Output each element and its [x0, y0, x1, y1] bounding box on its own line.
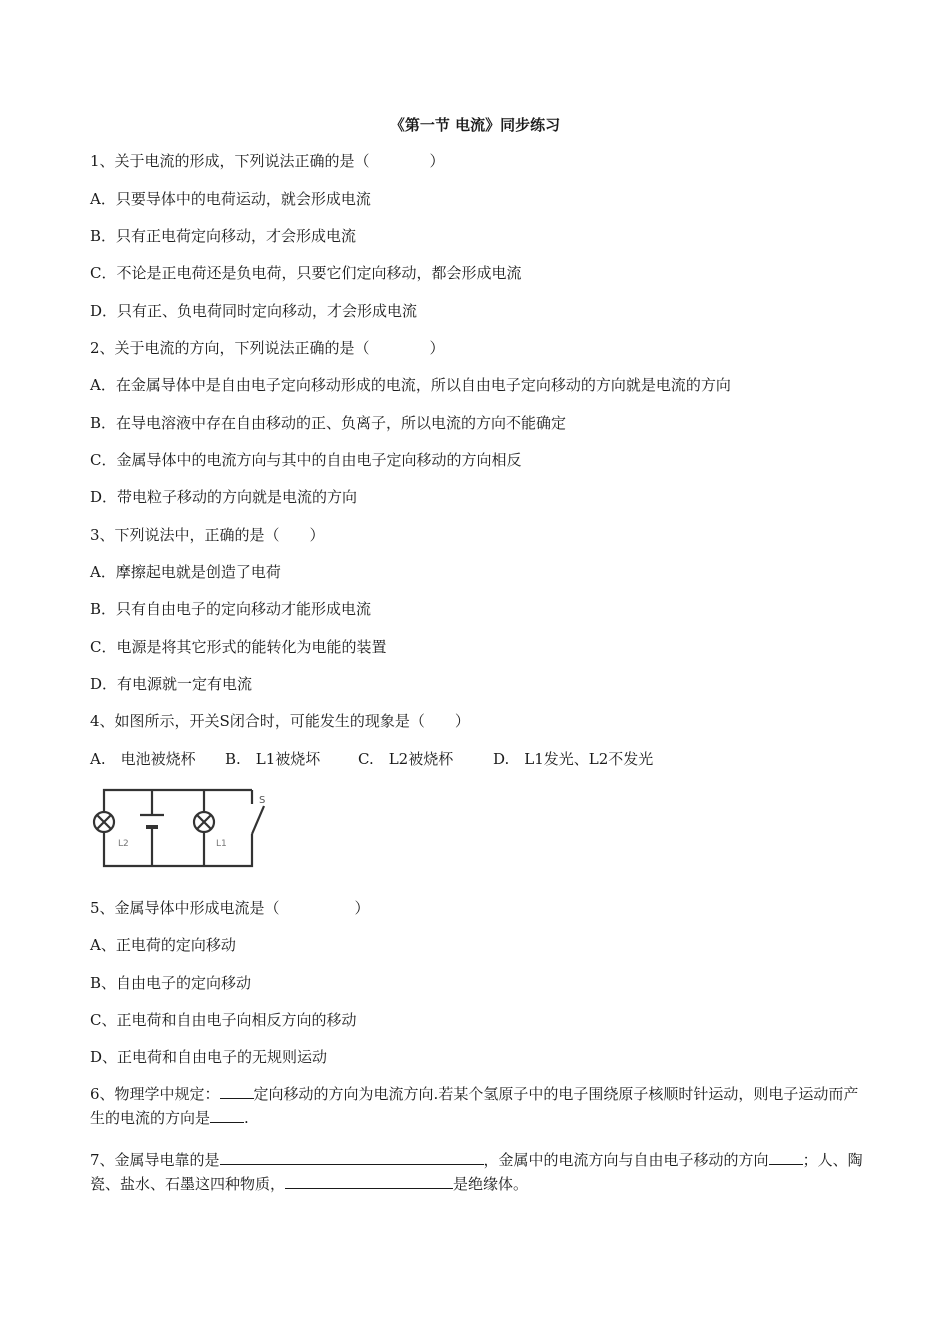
q6-part-3: .: [244, 1109, 249, 1127]
q2-option-c: C．金属导体中的电流方向与其中的自由电子定向移动的方向相反: [90, 451, 522, 469]
q2-option-a: A．在金属导体中是自由电子定向移动形成的电流，所以自由电子定向移动的方向就是电流的方向: [90, 376, 731, 394]
q6-part-1: 6、物理学中规定：: [90, 1085, 220, 1103]
q4-option-a: A. 电池被烧杯: [90, 750, 196, 768]
q7-part-4: 是绝缘体。: [453, 1175, 529, 1193]
q3-option-b: B．只有自由电子的定向移动才能形成电流: [90, 600, 372, 618]
switch-label: S: [259, 795, 266, 806]
q2-stem: 2、关于电流的方向，下列说法正确的是（ ）: [90, 339, 445, 357]
q7-part-3: ；人、陶瓷、盐水、石墨这四种物质，: [90, 1151, 863, 1193]
q2-option-b: B．在导电溶液中存在自由移动的正、负离子，所以电流的方向不能确定: [90, 414, 567, 432]
q5-option-a: A、正电荷的定向移动: [90, 936, 236, 954]
q5-option-d: D、正电荷和自由电子的无规则运动: [90, 1048, 328, 1066]
lamp-l1-symbol: [194, 812, 214, 832]
q4-option-d: D. L1发光、L2不发光: [493, 750, 654, 768]
circuit-diagram: [88, 782, 278, 874]
q4-options: [90, 749, 653, 769]
q7-part-2: ，金属中的电流方向与自由电子移动的方向: [483, 1151, 769, 1169]
q1-stem: 1、关于电流的形成，下列说法正确的是（ ）: [90, 152, 445, 170]
q6-text: [90, 1082, 870, 1130]
page-title: 《第一节 电流》同步练习: [389, 116, 561, 134]
q7-blank-3[interactable]: [285, 1173, 453, 1189]
q6-blank-2[interactable]: [210, 1107, 244, 1123]
q4-stem: 4、如图所示，开关S闭合时，可能发生的现象是（ ）: [90, 712, 470, 730]
q7-text: [90, 1148, 870, 1196]
q5-stem: 5、金属导体中形成电流是（ ）: [90, 899, 370, 917]
q1-option-c: C．不论是正电荷还是负电荷，只要它们定向移动，都会形成电流: [90, 264, 522, 282]
battery-symbol: [140, 815, 164, 827]
q1-option-b: B．只有正电荷定向移动，才会形成电流: [90, 227, 357, 245]
q1-option-d: D．只有正、负电荷同时定向移动，才会形成电流: [90, 302, 418, 320]
q7-part-1: 7、金属导电靠的是: [90, 1151, 220, 1169]
lamp-l2-label: L2: [118, 839, 129, 849]
q4-option-b: B. L1被烧坏: [225, 750, 321, 768]
q7-blank-2[interactable]: [769, 1149, 803, 1165]
lamp-l1-label: L1: [216, 839, 227, 849]
q3-option-c: C．电源是将其它形式的能转化为电能的装置: [90, 638, 387, 656]
q6-part-2: 定向移动的方向为电流方向.若某个氢原子中的电子围绕原子核顺时针运动，则电子运动而产生的电流的方向是: [90, 1085, 859, 1127]
q1-option-a: A．只要导体中的电荷运动，就会形成电流: [90, 190, 371, 208]
q5-option-b: B、自由电子的定向移动: [90, 974, 252, 992]
q3-option-d: D．有电源就一定有电流: [90, 675, 253, 693]
switch-blade: [252, 806, 264, 834]
q5-option-c: C、正电荷和自由电子向相反方向的移动: [90, 1011, 357, 1029]
q3-stem: 3、下列说法中，正确的是（ ）: [90, 526, 325, 544]
lamp-l2-symbol: [94, 812, 114, 832]
q7-blank-1[interactable]: [220, 1149, 484, 1165]
q6-blank-1[interactable]: [220, 1083, 254, 1099]
q2-option-d: D．带电粒子移动的方向就是电流的方向: [90, 488, 358, 506]
q4-option-c: C. L2被烧杯: [358, 750, 454, 768]
q3-option-a: A．摩擦起电就是创造了电荷: [90, 563, 281, 581]
